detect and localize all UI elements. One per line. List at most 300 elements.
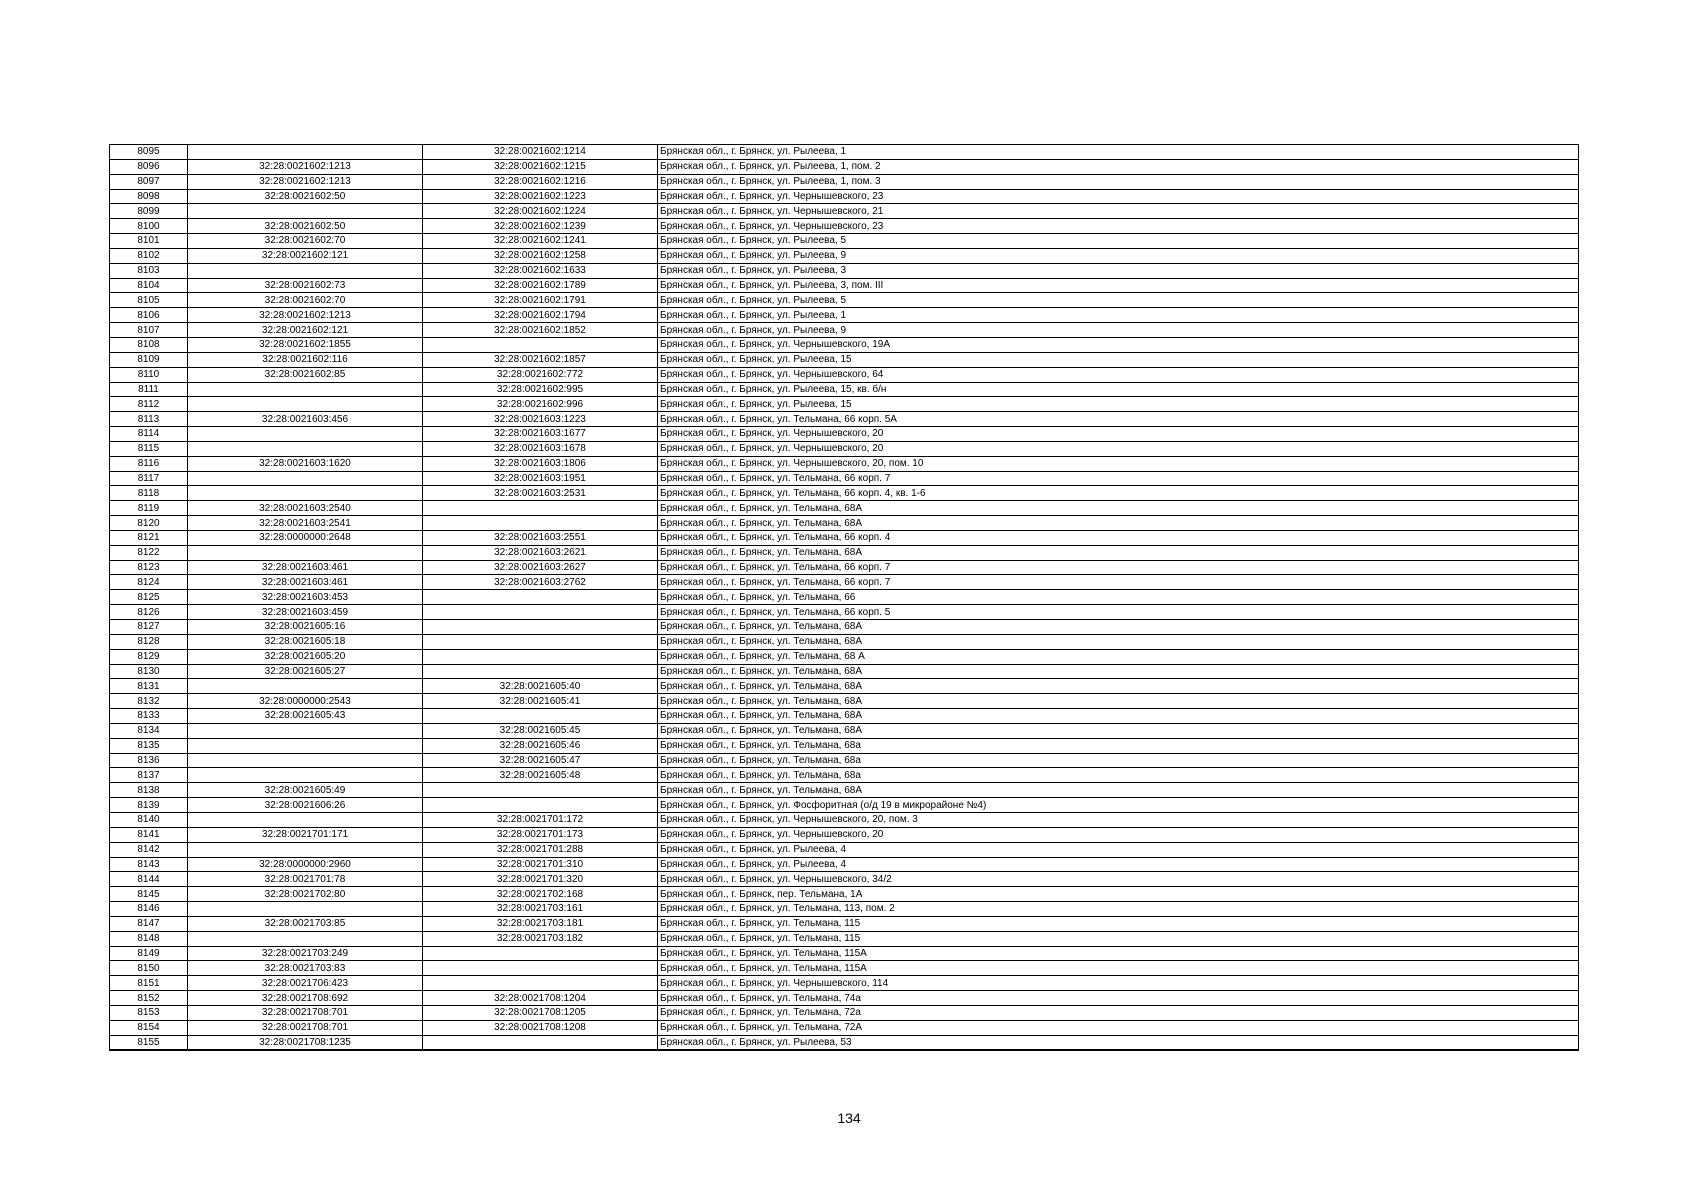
table-row xyxy=(110,931,1579,946)
table-row xyxy=(110,872,1579,887)
table-row xyxy=(110,219,1579,234)
table-row xyxy=(110,352,1579,367)
table-row xyxy=(110,560,1579,575)
parcel-number-cell xyxy=(188,382,423,397)
address-cell: Брянская обл., г. Брянск, ул. Тельмана, 68А xyxy=(658,634,1579,649)
address-cell: Брянская обл., г. Брянск, ул. Рылеева, 3 xyxy=(658,263,1579,278)
object-number-cell: 32:28:0021703:161 xyxy=(423,902,658,917)
table-row xyxy=(110,842,1579,857)
parcel-number-cell: 32:28:0021703:85 xyxy=(188,916,423,931)
parcel-number-cell xyxy=(188,679,423,694)
table-row xyxy=(110,516,1579,531)
parcel-number-cell xyxy=(188,263,423,278)
row-number-cell: 8112 xyxy=(110,397,188,412)
registry-table-body xyxy=(110,145,1579,1051)
address-cell: Брянская обл., г. Брянск, ул. Тельмана, 115 xyxy=(658,916,1579,931)
table-row xyxy=(110,545,1579,560)
parcel-number-cell: 32:28:0021602:50 xyxy=(188,189,423,204)
address-cell: Брянская обл., г. Брянск, ул. Тельмана, 66 корп. 4 xyxy=(658,530,1579,545)
address-cell: Брянская обл., г. Брянск, ул. Тельмана, 66 корп. 7 xyxy=(658,575,1579,590)
table-row xyxy=(110,486,1579,501)
parcel-number-cell: 32:28:0021602:1855 xyxy=(188,337,423,352)
object-number-cell xyxy=(423,634,658,649)
address-cell: Брянская обл., г. Брянск, ул. Тельмана, 115 xyxy=(658,931,1579,946)
table-row xyxy=(110,456,1579,471)
parcel-number-cell: 32:28:0021605:20 xyxy=(188,649,423,664)
object-number-cell: 32:28:0021701:172 xyxy=(423,812,658,827)
table-row xyxy=(110,323,1579,338)
address-cell: Брянская обл., г. Брянск, ул. Тельмана, 115А xyxy=(658,946,1579,961)
address-cell: Брянская обл., г. Брянск, ул. Тельмана, 66 корп. 7 xyxy=(658,560,1579,575)
table-row xyxy=(110,397,1579,412)
object-number-cell xyxy=(423,337,658,352)
address-cell: Брянская обл., г. Брянск, ул. Тельмана, 68А xyxy=(658,723,1579,738)
object-number-cell: 32:28:0021708:1204 xyxy=(423,991,658,1006)
object-number-cell: 32:28:0021603:2762 xyxy=(423,575,658,590)
page-number: 134 xyxy=(837,1110,861,1126)
row-number-cell: 8119 xyxy=(110,501,188,516)
table-row xyxy=(110,1035,1579,1050)
address-cell: Брянская обл., г. Брянск, ул. Рылеева, 15 xyxy=(658,352,1579,367)
parcel-number-cell: 32:28:0021602:121 xyxy=(188,248,423,263)
parcel-number-cell xyxy=(188,145,423,160)
object-number-cell: 32:28:0021602:1241 xyxy=(423,234,658,249)
parcel-number-cell xyxy=(188,842,423,857)
table-row xyxy=(110,827,1579,842)
object-number-cell: 32:28:0021602:1223 xyxy=(423,189,658,204)
parcel-number-cell: 32:28:0021602:1213 xyxy=(188,174,423,189)
address-cell: Брянская обл., г. Брянск, ул. Чернышевского, 19А xyxy=(658,337,1579,352)
row-number-cell: 8111 xyxy=(110,382,188,397)
address-cell: Брянская обл., г. Брянск, ул. Тельмана, 68А xyxy=(658,709,1579,724)
parcel-number-cell: 32:28:0021703:83 xyxy=(188,961,423,976)
table-row xyxy=(110,857,1579,872)
object-number-cell: 32:28:0021602:1239 xyxy=(423,219,658,234)
object-number-cell: 32:28:0021701:310 xyxy=(423,857,658,872)
row-number-cell: 8099 xyxy=(110,204,188,219)
parcel-number-cell: 32:28:0021603:2540 xyxy=(188,501,423,516)
table-row xyxy=(110,293,1579,308)
table-row xyxy=(110,946,1579,961)
object-number-cell: 32:28:0021602:772 xyxy=(423,367,658,382)
row-number-cell: 8136 xyxy=(110,753,188,768)
address-cell: Брянская обл., г. Брянск, ул. Рылеева, 53 xyxy=(658,1035,1579,1050)
row-number-cell: 8098 xyxy=(110,189,188,204)
table-row xyxy=(110,738,1579,753)
address-cell: Брянская обл., г. Брянск, ул. Рылеева, 4 xyxy=(658,842,1579,857)
row-number-cell: 8127 xyxy=(110,620,188,635)
address-cell: Брянская обл., г. Брянск, ул. Чернышевского, 21 xyxy=(658,204,1579,219)
object-number-cell: 32:28:0021703:182 xyxy=(423,931,658,946)
object-number-cell: 32:28:0021602:1215 xyxy=(423,159,658,174)
parcel-number-cell: 32:28:0021602:73 xyxy=(188,278,423,293)
row-number-cell: 8121 xyxy=(110,530,188,545)
row-number-cell: 8108 xyxy=(110,337,188,352)
parcel-number-cell xyxy=(188,486,423,501)
table-row xyxy=(110,902,1579,917)
address-cell: Брянская обл., г. Брянск, ул. Рылеева, 1 xyxy=(658,145,1579,160)
object-number-cell: 32:28:0021602:1216 xyxy=(423,174,658,189)
row-number-cell: 8096 xyxy=(110,159,188,174)
address-cell: Брянская обл., г. Брянск, ул. Чернышевского, 20 xyxy=(658,427,1579,442)
object-number-cell xyxy=(423,590,658,605)
object-number-cell: 32:28:0021701:288 xyxy=(423,842,658,857)
parcel-number-cell: 32:28:0021603:461 xyxy=(188,560,423,575)
table-row xyxy=(110,605,1579,620)
row-number-cell: 8117 xyxy=(110,471,188,486)
row-number-cell: 8103 xyxy=(110,263,188,278)
row-number-cell: 8107 xyxy=(110,323,188,338)
address-cell: Брянская обл., г. Брянск, ул. Рылеева, 15, кв. б/н xyxy=(658,382,1579,397)
object-number-cell: 32:28:0021708:1208 xyxy=(423,1020,658,1035)
address-cell: Брянская обл., г. Брянск, ул. Тельмана, 68 А xyxy=(658,649,1579,664)
row-number-cell: 8139 xyxy=(110,798,188,813)
parcel-number-cell xyxy=(188,545,423,560)
table-row xyxy=(110,278,1579,293)
row-number-cell: 8154 xyxy=(110,1020,188,1035)
address-cell: Брянская обл., г. Брянск, ул. Тельмана, 68А xyxy=(658,501,1579,516)
table-row xyxy=(110,753,1579,768)
table-row xyxy=(110,723,1579,738)
address-cell: Брянская обл., г. Брянск, ул. Рылеева, 9 xyxy=(658,323,1579,338)
table-row xyxy=(110,916,1579,931)
row-number-cell: 8122 xyxy=(110,545,188,560)
parcel-number-cell: 32:28:0021603:1620 xyxy=(188,456,423,471)
row-number-cell: 8116 xyxy=(110,456,188,471)
object-number-cell: 32:28:0021602:1794 xyxy=(423,308,658,323)
table-row xyxy=(110,783,1579,798)
parcel-number-cell: 32:28:0021708:1235 xyxy=(188,1035,423,1050)
address-cell: Брянская обл., г. Брянск, ул. Тельмана, 68А xyxy=(658,545,1579,560)
parcel-number-cell: 32:28:0021605:16 xyxy=(188,620,423,635)
table-row xyxy=(110,308,1579,323)
address-cell: Брянская обл., г. Брянск, ул. Тельмана, 66 корп. 5А xyxy=(658,412,1579,427)
parcel-number-cell: 32:28:0021602:50 xyxy=(188,219,423,234)
parcel-number-cell: 32:28:0021701:78 xyxy=(188,872,423,887)
parcel-number-cell xyxy=(188,738,423,753)
table-row xyxy=(110,367,1579,382)
table-row xyxy=(110,501,1579,516)
address-cell: Брянская обл., г. Брянск, ул. Тельмана, 68А xyxy=(658,783,1579,798)
object-number-cell: 32:28:0021602:1633 xyxy=(423,263,658,278)
row-number-cell: 8145 xyxy=(110,887,188,902)
parcel-number-cell: 32:28:0021605:18 xyxy=(188,634,423,649)
object-number-cell xyxy=(423,976,658,991)
parcel-number-cell: 32:28:0021603:453 xyxy=(188,590,423,605)
object-number-cell: 32:28:0021602:1852 xyxy=(423,323,658,338)
object-number-cell: 32:28:0021603:2551 xyxy=(423,530,658,545)
row-number-cell: 8125 xyxy=(110,590,188,605)
address-cell: Брянская обл., г. Брянск, ул. Рылеева, 9 xyxy=(658,248,1579,263)
registry-table-container xyxy=(109,144,1579,1051)
object-number-cell: 32:28:0021603:1678 xyxy=(423,441,658,456)
table-row xyxy=(110,649,1579,664)
row-number-cell: 8101 xyxy=(110,234,188,249)
row-number-cell: 8152 xyxy=(110,991,188,1006)
table-row xyxy=(110,530,1579,545)
address-cell: Брянская обл., г. Брянск, ул. Тельмана, 68А xyxy=(658,620,1579,635)
object-number-cell: 32:28:0021605:48 xyxy=(423,768,658,783)
table-row xyxy=(110,174,1579,189)
address-cell: Брянская обл., г. Брянск, ул. Тельмана, 68а xyxy=(658,768,1579,783)
table-row xyxy=(110,976,1579,991)
object-number-cell: 32:28:0021603:2621 xyxy=(423,545,658,560)
address-cell: Брянская обл., г. Брянск, ул. Рылеева, 1, пом. 3 xyxy=(658,174,1579,189)
row-number-cell: 8128 xyxy=(110,634,188,649)
parcel-number-cell: 32:28:0021602:85 xyxy=(188,367,423,382)
object-number-cell xyxy=(423,783,658,798)
object-number-cell: 32:28:0021602:995 xyxy=(423,382,658,397)
table-row xyxy=(110,189,1579,204)
registry-table xyxy=(109,144,1579,1051)
row-number-cell: 8095 xyxy=(110,145,188,160)
parcel-number-cell: 32:28:0021603:456 xyxy=(188,412,423,427)
table-row xyxy=(110,709,1579,724)
object-number-cell: 32:28:0021702:168 xyxy=(423,887,658,902)
object-number-cell: 32:28:0021701:320 xyxy=(423,872,658,887)
table-row xyxy=(110,337,1579,352)
object-number-cell: 32:28:0021602:1214 xyxy=(423,145,658,160)
object-number-cell xyxy=(423,620,658,635)
row-number-cell: 8133 xyxy=(110,709,188,724)
table-row xyxy=(110,812,1579,827)
row-number-cell: 8130 xyxy=(110,664,188,679)
row-number-cell: 8110 xyxy=(110,367,188,382)
address-cell: Брянская обл., г. Брянск, ул. Тельмана, 66 xyxy=(658,590,1579,605)
object-number-cell xyxy=(423,501,658,516)
address-cell: Брянская обл., г. Брянск, ул. Рылеева, 1, пом. 2 xyxy=(658,159,1579,174)
object-number-cell xyxy=(423,649,658,664)
row-number-cell: 8153 xyxy=(110,1005,188,1020)
object-number-cell: 32:28:0021603:1677 xyxy=(423,427,658,442)
row-number-cell: 8134 xyxy=(110,723,188,738)
object-number-cell: 32:28:0021605:40 xyxy=(423,679,658,694)
address-cell: Брянская обл., г. Брянск, ул. Рылеева, 3, пом. III xyxy=(658,278,1579,293)
parcel-number-cell: 32:28:0021603:459 xyxy=(188,605,423,620)
row-number-cell: 8148 xyxy=(110,931,188,946)
parcel-number-cell: 32:28:0021603:461 xyxy=(188,575,423,590)
parcel-number-cell: 32:28:0000000:2960 xyxy=(188,857,423,872)
address-cell: Брянская обл., г. Брянск, пер. Тельмана, 1А xyxy=(658,887,1579,902)
parcel-number-cell: 32:28:0021606:26 xyxy=(188,798,423,813)
parcel-number-cell: 32:28:0021605:49 xyxy=(188,783,423,798)
table-row xyxy=(110,575,1579,590)
address-cell: Брянская обл., г. Брянск, ул. Тельмана, 72а xyxy=(658,1005,1579,1020)
table-row xyxy=(110,427,1579,442)
parcel-number-cell xyxy=(188,427,423,442)
parcel-number-cell: 32:28:0021602:70 xyxy=(188,293,423,308)
table-row xyxy=(110,634,1579,649)
row-number-cell: 8118 xyxy=(110,486,188,501)
parcel-number-cell: 32:28:0000000:2648 xyxy=(188,530,423,545)
table-row xyxy=(110,248,1579,263)
row-number-cell: 8144 xyxy=(110,872,188,887)
object-number-cell: 32:28:0021603:2531 xyxy=(423,486,658,501)
row-number-cell: 8100 xyxy=(110,219,188,234)
object-number-cell: 32:28:0021602:996 xyxy=(423,397,658,412)
table-row xyxy=(110,887,1579,902)
table-row xyxy=(110,159,1579,174)
row-number-cell: 8149 xyxy=(110,946,188,961)
table-row xyxy=(110,412,1579,427)
table-row xyxy=(110,234,1579,249)
object-number-cell: 32:28:0021602:1258 xyxy=(423,248,658,263)
row-number-cell: 8129 xyxy=(110,649,188,664)
object-number-cell xyxy=(423,605,658,620)
row-number-cell: 8146 xyxy=(110,902,188,917)
table-row xyxy=(110,471,1579,486)
row-number-cell: 8137 xyxy=(110,768,188,783)
table-row xyxy=(110,664,1579,679)
object-number-cell: 32:28:0021603:2627 xyxy=(423,560,658,575)
table-row xyxy=(110,1005,1579,1020)
object-number-cell xyxy=(423,798,658,813)
row-number-cell: 8104 xyxy=(110,278,188,293)
table-row xyxy=(110,1020,1579,1035)
row-number-cell: 8106 xyxy=(110,308,188,323)
row-number-cell: 8113 xyxy=(110,412,188,427)
parcel-number-cell: 32:28:0021708:701 xyxy=(188,1005,423,1020)
row-number-cell: 8124 xyxy=(110,575,188,590)
parcel-number-cell: 32:28:0021706:423 xyxy=(188,976,423,991)
row-number-cell: 8140 xyxy=(110,812,188,827)
parcel-number-cell: 32:28:0021605:27 xyxy=(188,664,423,679)
object-number-cell: 32:28:0021602:1791 xyxy=(423,293,658,308)
object-number-cell xyxy=(423,709,658,724)
parcel-number-cell xyxy=(188,441,423,456)
address-cell: Брянская обл., г. Брянск, ул. Тельмана, 68А xyxy=(658,679,1579,694)
address-cell: Брянская обл., г. Брянск, ул. Чернышевского, 20 xyxy=(658,827,1579,842)
parcel-number-cell xyxy=(188,902,423,917)
address-cell: Брянская обл., г. Брянск, ул. Рылеева, 1 xyxy=(658,308,1579,323)
table-row xyxy=(110,263,1579,278)
address-cell: Брянская обл., г. Брянск, ул. Чернышевского, 114 xyxy=(658,976,1579,991)
address-cell: Брянская обл., г. Брянск, ул. Чернышевского, 20, пом. 3 xyxy=(658,812,1579,827)
parcel-number-cell: 32:28:0021708:692 xyxy=(188,991,423,1006)
parcel-number-cell xyxy=(188,204,423,219)
object-number-cell xyxy=(423,961,658,976)
object-number-cell xyxy=(423,1035,658,1050)
object-number-cell: 32:28:0021602:1789 xyxy=(423,278,658,293)
table-row xyxy=(110,145,1579,160)
parcel-number-cell xyxy=(188,397,423,412)
row-number-cell: 8143 xyxy=(110,857,188,872)
table-row xyxy=(110,620,1579,635)
table-row xyxy=(110,694,1579,709)
table-row xyxy=(110,590,1579,605)
address-cell: Брянская обл., г. Брянск, ул. Тельмана, 72А xyxy=(658,1020,1579,1035)
row-number-cell: 8147 xyxy=(110,916,188,931)
table-row xyxy=(110,991,1579,1006)
parcel-number-cell xyxy=(188,471,423,486)
parcel-number-cell: 32:28:0021602:121 xyxy=(188,323,423,338)
object-number-cell: 32:28:0021602:1224 xyxy=(423,204,658,219)
address-cell: Брянская обл., г. Брянск, ул. Тельмана, 68а xyxy=(658,738,1579,753)
table-row xyxy=(110,441,1579,456)
object-number-cell xyxy=(423,516,658,531)
row-number-cell: 8138 xyxy=(110,783,188,798)
row-number-cell: 8155 xyxy=(110,1035,188,1050)
row-number-cell: 8131 xyxy=(110,679,188,694)
address-cell: Брянская обл., г. Брянск, ул. Тельмана, 113, пом. 2 xyxy=(658,902,1579,917)
object-number-cell: 32:28:0021605:41 xyxy=(423,694,658,709)
address-cell: Брянская обл., г. Брянск, ул. Чернышевского, 20, пом. 10 xyxy=(658,456,1579,471)
parcel-number-cell: 32:28:0021701:171 xyxy=(188,827,423,842)
row-number-cell: 8126 xyxy=(110,605,188,620)
address-cell: Брянская обл., г. Брянск, ул. Тельмана, 66 корп. 5 xyxy=(658,605,1579,620)
table-row xyxy=(110,798,1579,813)
object-number-cell: 32:28:0021605:45 xyxy=(423,723,658,738)
address-cell: Брянская обл., г. Брянск, ул. Чернышевского, 23 xyxy=(658,189,1579,204)
address-cell: Брянская обл., г. Брянск, ул. Тельмана, 66 корп. 4, кв. 1-6 xyxy=(658,486,1579,501)
table-row xyxy=(110,961,1579,976)
parcel-number-cell: 32:28:0021602:70 xyxy=(188,234,423,249)
row-number-cell: 8105 xyxy=(110,293,188,308)
object-number-cell xyxy=(423,946,658,961)
address-cell: Брянская обл., г. Брянск, ул. Тельмана, 66 корп. 7 xyxy=(658,471,1579,486)
parcel-number-cell xyxy=(188,931,423,946)
object-number-cell: 32:28:0021605:47 xyxy=(423,753,658,768)
address-cell: Брянская обл., г. Брянск, ул. Фосфоритная (о/д 19 в микрорайоне №4) xyxy=(658,798,1579,813)
parcel-number-cell: 32:28:0021708:701 xyxy=(188,1020,423,1035)
row-number-cell: 8120 xyxy=(110,516,188,531)
address-cell: Брянская обл., г. Брянск, ул. Рылеева, 15 xyxy=(658,397,1579,412)
address-cell: Брянская обл., г. Брянск, ул. Тельмана, 74а xyxy=(658,991,1579,1006)
address-cell: Брянская обл., г. Брянск, ул. Рылеева, 4 xyxy=(658,857,1579,872)
row-number-cell: 8102 xyxy=(110,248,188,263)
address-cell: Брянская обл., г. Брянск, ул. Чернышевского, 20 xyxy=(658,441,1579,456)
object-number-cell: 32:28:0021602:1857 xyxy=(423,352,658,367)
object-number-cell xyxy=(423,664,658,679)
parcel-number-cell xyxy=(188,753,423,768)
address-cell: Брянская обл., г. Брянск, ул. Тельмана, 68а xyxy=(658,753,1579,768)
address-cell: Брянская обл., г. Брянск, ул. Чернышевского, 23 xyxy=(658,219,1579,234)
row-number-cell: 8132 xyxy=(110,694,188,709)
parcel-number-cell: 32:28:0000000:2543 xyxy=(188,694,423,709)
address-cell: Брянская обл., г. Брянск, ул. Чернышевского, 64 xyxy=(658,367,1579,382)
parcel-number-cell: 32:28:0021602:1213 xyxy=(188,308,423,323)
row-number-cell: 8114 xyxy=(110,427,188,442)
parcel-number-cell: 32:28:0021603:2541 xyxy=(188,516,423,531)
parcel-number-cell: 32:28:0021605:43 xyxy=(188,709,423,724)
address-cell: Брянская обл., г. Брянск, ул. Тельмана, 68А xyxy=(658,664,1579,679)
table-row xyxy=(110,204,1579,219)
row-number-cell: 8123 xyxy=(110,560,188,575)
object-number-cell: 32:28:0021701:173 xyxy=(423,827,658,842)
row-number-cell: 8150 xyxy=(110,961,188,976)
object-number-cell: 32:28:0021603:1223 xyxy=(423,412,658,427)
row-number-cell: 8151 xyxy=(110,976,188,991)
object-number-cell: 32:28:0021708:1205 xyxy=(423,1005,658,1020)
parcel-number-cell: 32:28:0021702:80 xyxy=(188,887,423,902)
address-cell: Брянская обл., г. Брянск, ул. Рылеева, 5 xyxy=(658,234,1579,249)
parcel-number-cell xyxy=(188,812,423,827)
address-cell: Брянская обл., г. Брянск, ул. Рылеева, 5 xyxy=(658,293,1579,308)
address-cell: Брянская обл., г. Брянск, ул. Чернышевского, 34/2 xyxy=(658,872,1579,887)
parcel-number-cell xyxy=(188,723,423,738)
address-cell: Брянская обл., г. Брянск, ул. Тельмана, 115А xyxy=(658,961,1579,976)
row-number-cell: 8115 xyxy=(110,441,188,456)
parcel-number-cell: 32:28:0021602:116 xyxy=(188,352,423,367)
parcel-number-cell: 32:28:0021703:249 xyxy=(188,946,423,961)
object-number-cell: 32:28:0021603:1951 xyxy=(423,471,658,486)
row-number-cell: 8135 xyxy=(110,738,188,753)
row-number-cell: 8109 xyxy=(110,352,188,367)
parcel-number-cell: 32:28:0021602:1213 xyxy=(188,159,423,174)
address-cell: Брянская обл., г. Брянск, ул. Тельмана, 68А xyxy=(658,516,1579,531)
parcel-number-cell xyxy=(188,768,423,783)
table-row xyxy=(110,382,1579,397)
